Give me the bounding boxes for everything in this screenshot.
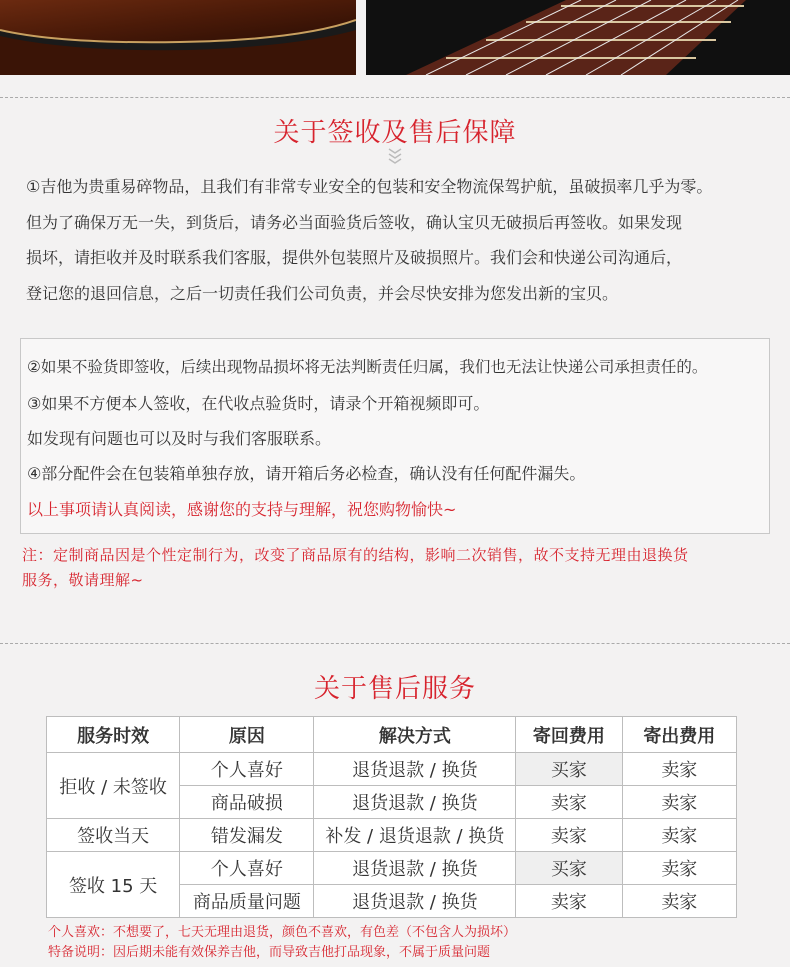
signing-section-title: 关于签收及售后保障 (273, 118, 517, 148)
return-fee-cell: 卖家 (516, 819, 622, 852)
notice-line: 如发现有问题也可以及时与我们客服联系。 (27, 429, 332, 448)
service-section-title: 关于售后服务 (313, 674, 476, 704)
table-header-row (47, 717, 737, 753)
ship-fee-cell: 卖家 (622, 885, 736, 918)
note-line: 服务，敬请理解~ (22, 571, 144, 589)
custom-product-note (22, 543, 772, 593)
header-return-fee: 寄回费用 (516, 717, 622, 753)
signing-paragraph-line: 损坏，请拒收并及时联系我们客服，提供外包装照片及破损照片。我们会和快递公司沟通后， (26, 248, 683, 267)
table-row (47, 753, 737, 786)
after-sales-table (46, 716, 737, 918)
notice-line: ②如果不验货即签收，后续出现物品损坏将无法判断责任归属，我们也无法让快递公司承担责任的。 (27, 358, 708, 376)
signing-paragraph-line: 但为了确保万无一失，到货后，请务必当面验货后签收，确认宝贝无破损后再签收。如果发现 (26, 213, 683, 232)
notice-line: ④部分配件会在包装箱单独存放，请开箱后务必检查，确认没有任何配件漏失。 (27, 464, 586, 483)
ship-fee-cell: 卖家 (622, 786, 736, 819)
ship-fee-cell: 卖家 (622, 753, 736, 786)
reason-cell: 商品破损 (180, 786, 314, 819)
signing-paragraph-line: ①吉他为贵重易碎物品，且我们有非常专业安全的包装和安全物流保驾护航，虽破损率几乎为零。 (26, 177, 713, 196)
guitar-fretboard-photo (366, 0, 790, 75)
period-cell: 拒收 / 未签收 (47, 753, 180, 819)
section-divider (0, 643, 790, 644)
footnote-personal-preference: 个人喜欢：不想要了，七天无理由退货，颜色不喜欢，有色差（不包含人为损坏） (48, 925, 517, 940)
header-solution: 解决方式 (314, 717, 516, 753)
signing-paragraph-line: 登记您的退回信息，之后一切责任我们公司负责，并会尽快安排为您发出新的宝贝。 (26, 284, 619, 303)
notice-line: ③如果不方便本人签收，在代收点验货时，请录个开箱视频即可。 (27, 394, 490, 413)
section-divider (0, 97, 790, 98)
return-fee-cell: 买家 (516, 753, 622, 786)
signing-notice-box (20, 338, 770, 534)
period-cell: 签收 15 天 (47, 852, 180, 918)
solution-cell: 补发 / 退货退款 / 换货 (314, 819, 516, 852)
table-row (47, 852, 737, 885)
footnote-special-note: 特备说明：因后期未能有效保养吉他，而导致吉他打品现象，不属于质量问题 (48, 945, 491, 960)
reason-cell: 个人喜好 (180, 753, 314, 786)
period-cell: 签收当天 (47, 819, 180, 852)
reason-cell: 错发漏发 (180, 819, 314, 852)
return-fee-cell: 卖家 (516, 885, 622, 918)
header-ship-fee: 寄出费用 (622, 717, 736, 753)
note-line: 注：定制商品因是个性定制行为，改变了商品原有的结构，影响二次销售，故不支持无理由退换货 (22, 546, 689, 564)
solution-cell: 退货退款 / 换货 (314, 885, 516, 918)
ship-fee-cell: 卖家 (622, 852, 736, 885)
ship-fee-cell: 卖家 (622, 819, 736, 852)
return-fee-cell: 卖家 (516, 786, 622, 819)
reason-cell: 商品质量问题 (180, 885, 314, 918)
header-reason: 原因 (180, 717, 314, 753)
chevron-down-icon (387, 147, 403, 167)
notice-red-line: 以上事项请认真阅读，感谢您的支持与理解，祝您购物愉快~ (27, 500, 457, 519)
table-row (47, 819, 737, 852)
reason-cell: 个人喜好 (180, 852, 314, 885)
guitar-body-photo (0, 0, 356, 75)
solution-cell: 退货退款 / 换货 (314, 786, 516, 819)
solution-cell: 退货退款 / 换货 (314, 852, 516, 885)
solution-cell: 退货退款 / 换货 (314, 753, 516, 786)
return-fee-cell: 买家 (516, 852, 622, 885)
header-period: 服务时效 (47, 717, 180, 753)
